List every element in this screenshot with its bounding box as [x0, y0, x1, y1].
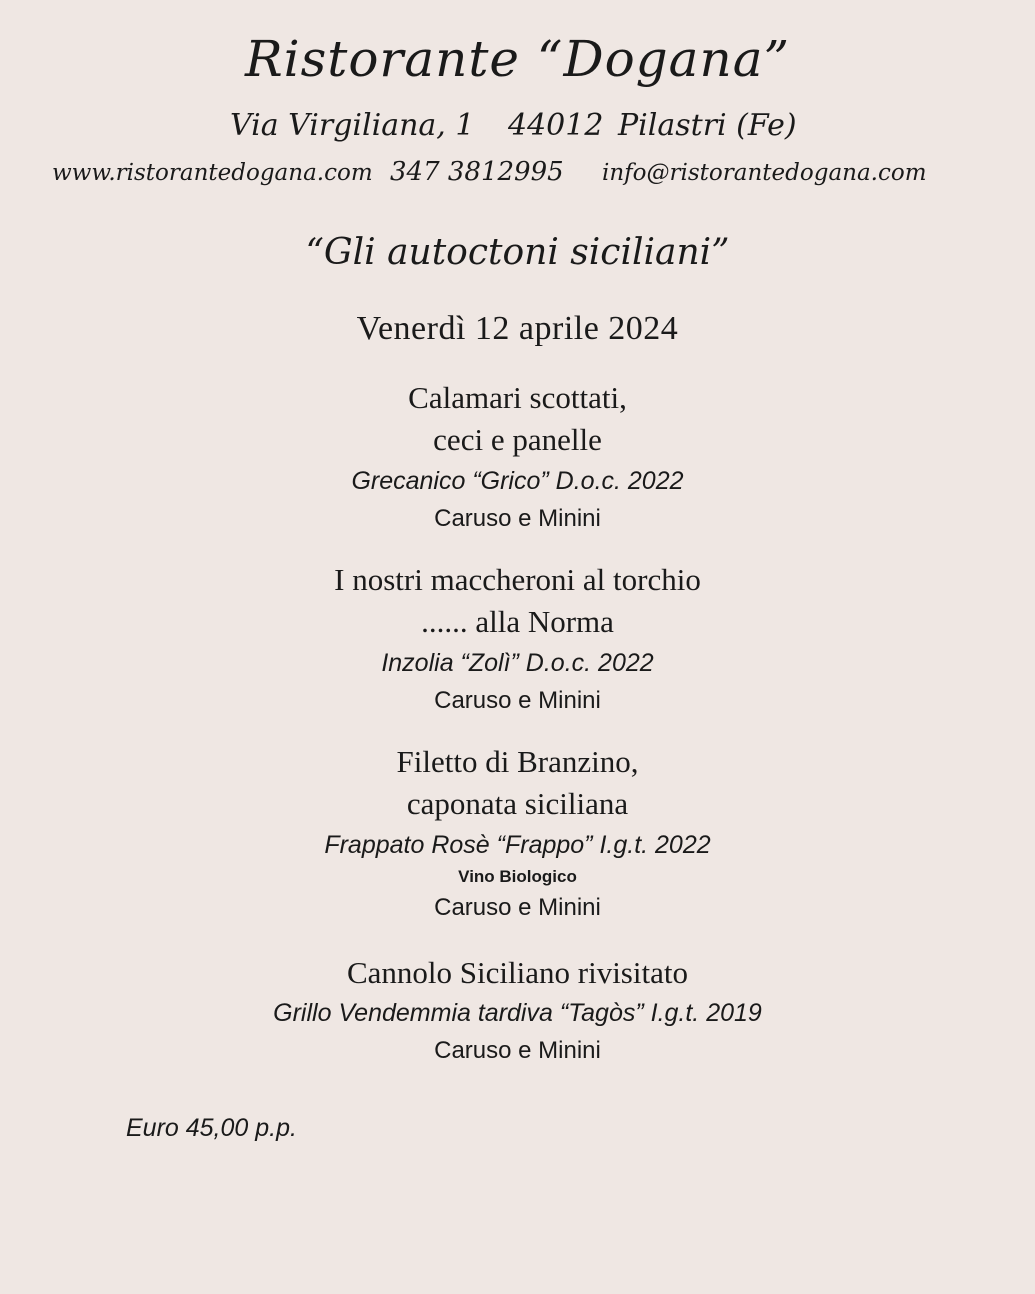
course-3-dish-line1: Filetto di Branzino,: [396, 744, 639, 779]
course-3-note: Vino Biologico: [458, 867, 577, 886]
course-1-wine: Grecanico “Grico” D.o.c. 2022: [351, 467, 684, 495]
course-4-dish-line1: Cannolo Siciliano rivisitato: [347, 955, 688, 990]
course-2-dish-line2: ...... alla Norma: [421, 604, 614, 639]
course-4-producer: Caruso e Minini: [434, 1037, 601, 1064]
price-per-person: Euro 45,00 p.p.: [126, 1114, 297, 1142]
event-theme: “Gli autoctoni siciliani”: [305, 232, 730, 273]
email-link[interactable]: info@ristorantedogana.com: [602, 160, 927, 186]
restaurant-name: Ristorante “Dogana”: [244, 30, 791, 88]
course-2-wine: Inzolia “Zolì” D.o.c. 2022: [381, 649, 654, 677]
phone-number[interactable]: 347 3812995: [390, 157, 564, 187]
address-city: Pilastri (Fe): [618, 108, 797, 143]
course-1-dish-line2: ceci e panelle: [433, 422, 602, 457]
address-street: Via Virgiliana, 1: [230, 108, 475, 143]
course-2-producer: Caruso e Minini: [434, 687, 601, 714]
course-1-dish-line1: Calamari scottati,: [408, 380, 627, 415]
course-3-wine: Frappato Rosè “Frappo” I.g.t. 2022: [324, 831, 711, 859]
course-4-wine: Grillo Vendemmia tardiva “Tagòs” I.g.t. 2019: [273, 999, 762, 1027]
course-1-producer: Caruso e Minini: [434, 505, 601, 532]
course-3-dish-line2: caponata siciliana: [406, 786, 629, 821]
address-zip: 44012: [508, 108, 604, 143]
course-2-dish-line1: I nostri maccheroni al torchio: [334, 562, 701, 597]
website-link[interactable]: www.ristorantedogana.com: [52, 160, 373, 186]
course-3-producer: Caruso e Minini: [434, 894, 601, 921]
event-date: Venerdì 12 aprile 2024: [356, 310, 679, 347]
